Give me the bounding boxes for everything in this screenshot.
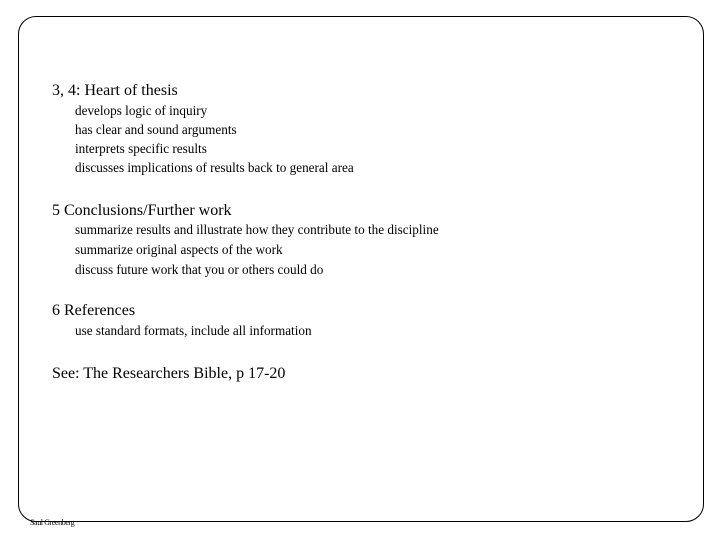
list-item: interprets specific results (75, 141, 207, 156)
list-item: discuss future work that you or others could do (75, 262, 324, 277)
list-item: has clear and sound arguments (75, 122, 237, 137)
section-heading-conclusions: 5 Conclusions/Further work (52, 202, 232, 219)
section-heading-see-also: See: The Researchers Bible, p 17-20 (52, 365, 286, 382)
section-heading-references: 6 References (52, 302, 136, 319)
section-heading-thesis-core: 3, 4: Heart of thesis (52, 82, 178, 99)
list-item: use standard formats, include all information (75, 323, 312, 338)
list-item: summarize original aspects of the work (75, 242, 283, 257)
footer-author: Saul Greenberg (30, 518, 75, 527)
list-item: summarize results and illustrate how they contribute to the discipline (75, 222, 439, 237)
list-item: develops logic of inquiry (75, 103, 208, 118)
list-item: discusses implications of results back to general area (75, 160, 354, 175)
